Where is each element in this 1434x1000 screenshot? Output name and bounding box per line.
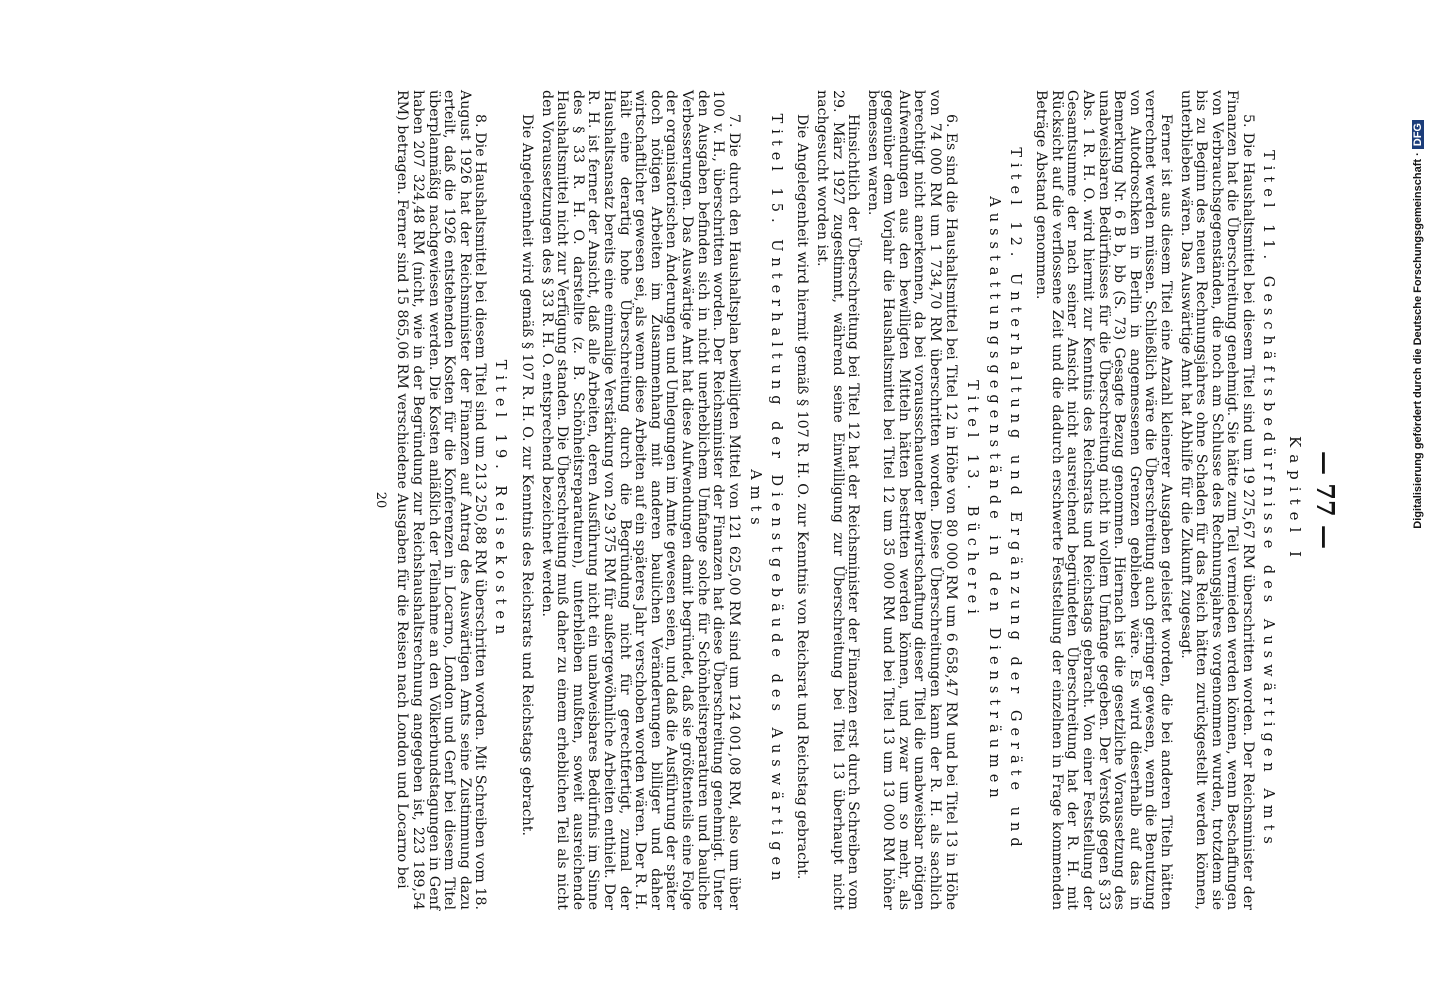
paragraph: Hinsichtlich der Überschreitung bei Titel 12 hat der Reichsminister der Finanzen erst durch Schreiben vom 29. März 1927 zugestimmt, während seine Einwilligung zur Überschreitung bei Titel 13 überhaupt nicht nachgesucht worden ist. — [813, 90, 862, 910]
section-title: Titel 15. Unterhaltung der Dienstgebäude des Auswärtigen — [767, 113, 784, 887]
paragraph: 6. Es sind die Haushaltsmittel bei Titel 12 in Höhe von 80 000 RM um 6 658,47 RM und bei Titel 13 in Höhe von 74 000 RM um 1 734,70 RM überschritten worden. Diese Überschreitungen kann der R. H. als sachlich berechtigt nicht anerkennen, da bei voraussschauender Bewirtschaftung dieser Titel die unabweisbar nötigen Aufwendungen aus den bewilligten Mitteln hätten bestritten werden können, und zwar um so mehr, als gegenüber dem Vorjahr die Haushaltsmittel bei Titel 12 um 35 000 RM und bei Titel 13 um 13 000 RM höher bemessen waren. — [864, 90, 959, 910]
section-title: Titel 11. Geschäftsbedürfnisse des Auswärtigen Amts — [1260, 150, 1276, 850]
page-number: — 77 — — [1311, 450, 1340, 550]
paragraph: 7. Die durch den Haushaltsplan bewilligten Mittel von 121 625,00 RM sind um 124 001,08 RM, also um über 100 v. H., überschritten worden. Der Reichsminister der Finanzen hat diese Überschreitung genehmigt. Unter den Ausgaben befinden sich in nicht unerheblichem Umfange solche für Schönheitsreparaturen und bauliche Verbesserungen. Das Auswärtige Amt hat diese Aufwendungen damit begründet, daß sie größtenteils eine Folge der organisatorischen Änderungen und Umlegungen im Amte gewesen seien, und daß die Ausführung der später doch nötigen Arbeiten im Zusammenhang mit anderen baulichen Veränderungen billiger und daher wirtschaftlicher gewesen sei, als wenn diese Arbeiten auf ein späteres Jahr verschoben worden wären. Der R. H. hält eine derartig hohe Überschreitung durch die Begründung nicht für gerechtfertigt, zumal der Haushaltsansatz bereits eine einmalige Verstärkung von 29 375 RM für außergewöhnliche Arbeiten enthielt. Der R. H. ist ferner der Ansicht, daß alle Arbeiten, deren Ausführung nicht ein unabweisbares Bedürfnis im Sinne des § 33 R. H. O. darstellte (z. B. Schönheitsreparaturen), unterbleiben mußten, soweit ausreichende Haushaltsmittel nicht zur Verfügung standen. Die Überschreitung muß daher zu einem erheblichen Teil als nicht den Voraussetzungen des § 33 R. H. O. entsprechend bezeichnet werden. — [538, 90, 742, 910]
paragraph: Die Angelegenheit wird gemäß § 107 R. H. O. zur Kenntnis des Reichsrats und Reichstags gebracht. — [519, 114, 536, 836]
section-title: Titel 13. Bücherei — [963, 380, 980, 620]
section-titel-19 — [394, 90, 509, 910]
section-titel-13 — [794, 90, 980, 910]
section-title: Titel 12. Unterhaltung und Ergänzung der Geräte und — [1006, 147, 1023, 853]
dfg-logo: DFG — [1412, 120, 1424, 149]
section-title-continued: Ausstattungsgegenstände in den Diensträumen — [985, 196, 1002, 804]
section-title: Titel 19. Reisekosten — [492, 359, 509, 641]
paragraph: Die Angelegenheit wird hiermit gemäß § 107 R. H. O. zur Kenntnis von Reichsrat und Reichstag gebracht. — [794, 114, 811, 880]
section-titel-11 — [1033, 90, 1276, 910]
paragraph: 8. Die Haushaltsmittel bei diesem Titel sind um 213 250,88 RM überschritten worden. Mit Schreiben vom 18. August 1926 hat der Reichsminister der Finanzen auf Antrag des Auswärtigen Amts seine Zustimmung dazu erteilt, daß die 1926 entstehenden Kosten für die Konferenzen in Locarno, London und Genf bei diesem Titel überplanmäßig nachgewiesen werden. Die Kosten anläßlich der Teilnahme an den Völkerbundstagungen in Genf haben 207 324,48 RM (nicht, wie in der Begründung zur Reichshaushaltsrechnung angegeben ist, 223 189,54 RM) betragen. Ferner sind 15 865,06 RM verschiedene Ausgaben für die Reisen nach London und Locarno bei — [394, 90, 489, 910]
document-page — [92, 90, 1342, 910]
paragraph: Ferner ist aus diesem Titel eine Anzahl kleinerer Ausgaben geleistet worden, die bei anderen Titeln hätten verrechnet werden müssen. Schließlich wäre die Überschreitung auch geringer gewesen, wenn die Benutzung von Autodroschken in Berlin in angemessenen Grenzen geblieben wäre. Es wird dieserhalb auf das in Bemerkung Nr. 6 B b, bb (S. 73) Gesagte Bezug genommen. Hiernach ist die gesetzliche Voraussetzung des unabweisbaren Bedürfnisses für die Überschreitung nicht in vollem Umfange gegeben. Der Verstoß gegen § 33 Abs. 1 R. H. O. wird hiermit zur Kenntnis des Reichsrats und Reichstags gebracht. Von einer Feststellung der Gesamtsumme der nach seiner Ansicht nicht ausreichend begründeten Überschreitung hat der R. H. mit Rücksicht auf die verflossene Zeit und die dadurch erschwerte Feststellung der einzelnen in Frage kommenden Beträge Abstand genommen. — [1033, 90, 1175, 910]
funding-note-text: Digitalisierung gefördert durch die Deutsche Forschungsgemeinschaft · — [1412, 152, 1424, 529]
section-titel-12 — [986, 90, 1023, 910]
section-titel-15 — [518, 90, 783, 910]
signature-mark: 20 — [372, 491, 388, 509]
section-title-continued: Amts — [746, 469, 763, 531]
paragraph: 5. Die Haushaltsmittel bei diesem Titel sind um 19 275,67 RM überschritten worden. Der Reichsminister der Finanzen hat die Überschreitung genehmigt. Sie hätte zum Teil vermieden werden können, wenn Beschaffungen von Verbrauchsgegenständen, die noch am Schlusse des Rechnungsjahres vorgenommen wurden, trotzdem sie bis zu Beginn des neuen Rechnungsjahres ohne Schaden für das Reich hätten zurückgestellt werden können, unterblieben wären. Das Auswärtige Amt hat Abhilfe für die Zukunft zugesagt. — [1177, 90, 1256, 910]
chapter-heading: Kapitel I — [1286, 436, 1304, 564]
funding-note — [1410, 120, 1426, 880]
